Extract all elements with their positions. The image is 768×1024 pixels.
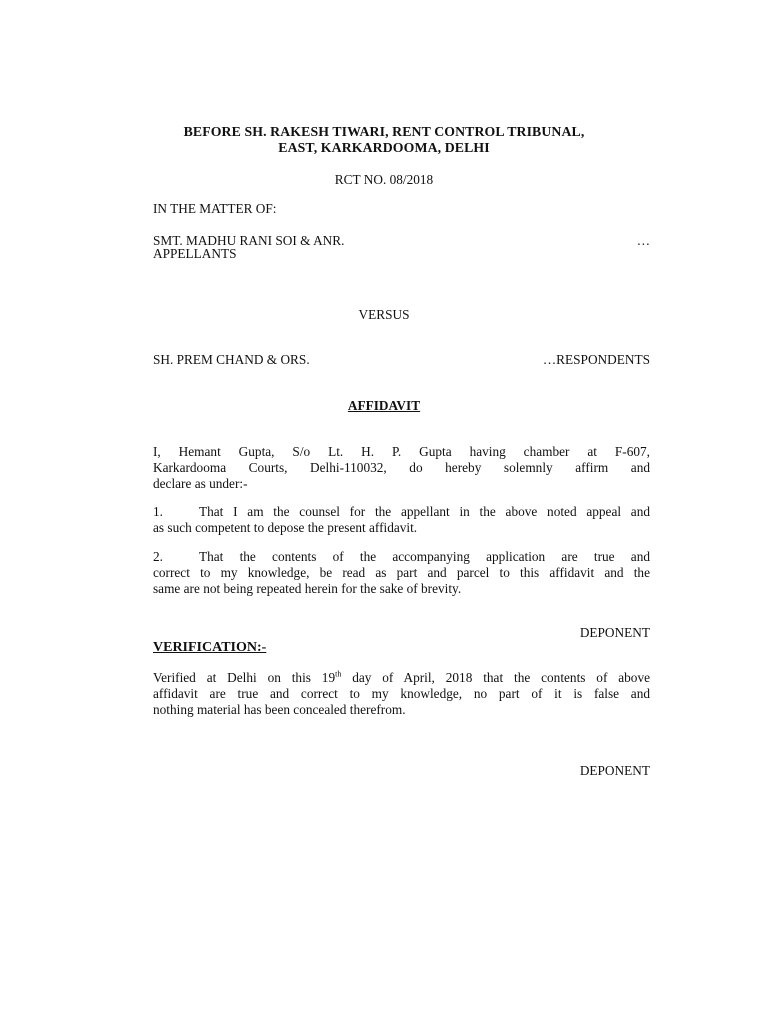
appellant-dots: … xyxy=(636,233,650,248)
in-the-matter-label: IN THE MATTER OF: xyxy=(153,201,277,216)
affidavit-title: AFFIDAVIT xyxy=(347,398,421,413)
appellant-name: SMT. MADHU RANI SOI & ANR. xyxy=(153,233,345,248)
deponent-label-2: DEPONENT xyxy=(579,763,650,778)
verification-line: nothing material has been concealed therefrom. xyxy=(153,702,406,717)
intro-line: declare as under:- xyxy=(153,476,248,491)
verification-paragraph xyxy=(153,670,650,718)
paragraph-2-line xyxy=(153,549,650,565)
intro-paragraph xyxy=(153,444,650,492)
paragraph-1-number: 1. xyxy=(153,504,163,519)
paragraph-1-text: That I am the counsel for the appellant in the above noted appeal and xyxy=(199,504,650,519)
paragraph-2 xyxy=(153,549,650,597)
paragraph-1-line: as such competent to depose the present affidavit. xyxy=(153,520,418,535)
intro-line: I, Hemant Gupta, S/o Lt. H. P. Gupta having chamber at F-607, xyxy=(153,444,650,459)
court-heading xyxy=(0,124,768,156)
court-heading-line1: BEFORE SH. RAKESH TIWARI, RENT CONTROL TRIBUNAL, xyxy=(183,124,585,139)
court-heading-line2: EAST, KARKARDOOMA, DELHI xyxy=(278,140,490,155)
versus-label: VERSUS xyxy=(358,307,410,322)
respondent-role: …RESPONDENTS xyxy=(542,352,650,367)
appellant-role: APPELLANTS xyxy=(153,246,237,261)
paragraph-1 xyxy=(153,504,650,536)
intro-line: Karkardooma Courts, Delhi-110032, do hereby solemnly affirm and xyxy=(153,460,650,475)
verification-line: affidavit are true and correct to my knowledge, no part of it is false and xyxy=(153,686,650,701)
paragraph-1-line xyxy=(153,504,650,520)
deponent-label: DEPONENT xyxy=(579,625,650,640)
paragraph-2-line: correct to my knowledge, be read as part and parcel to this affidavit and the xyxy=(153,565,650,580)
verification-text-pre: Verified at Delhi on this 19 xyxy=(153,670,336,685)
respondent-name: SH. PREM CHAND & ORS. xyxy=(153,352,310,367)
verification-text-post: day of April, 2018 that the contents of above xyxy=(341,670,651,685)
paragraph-2-text: That the contents of the accompanying application are true and xyxy=(199,549,650,564)
case-number: RCT NO. 08/2018 xyxy=(334,172,434,187)
paragraph-2-line: same are not being repeated herein for the sake of brevity. xyxy=(153,581,462,596)
verification-date-suffix: th xyxy=(335,669,342,679)
verification-title: VERIFICATION:- xyxy=(153,640,267,655)
verification-line xyxy=(153,670,650,686)
paragraph-2-number: 2. xyxy=(153,549,163,564)
